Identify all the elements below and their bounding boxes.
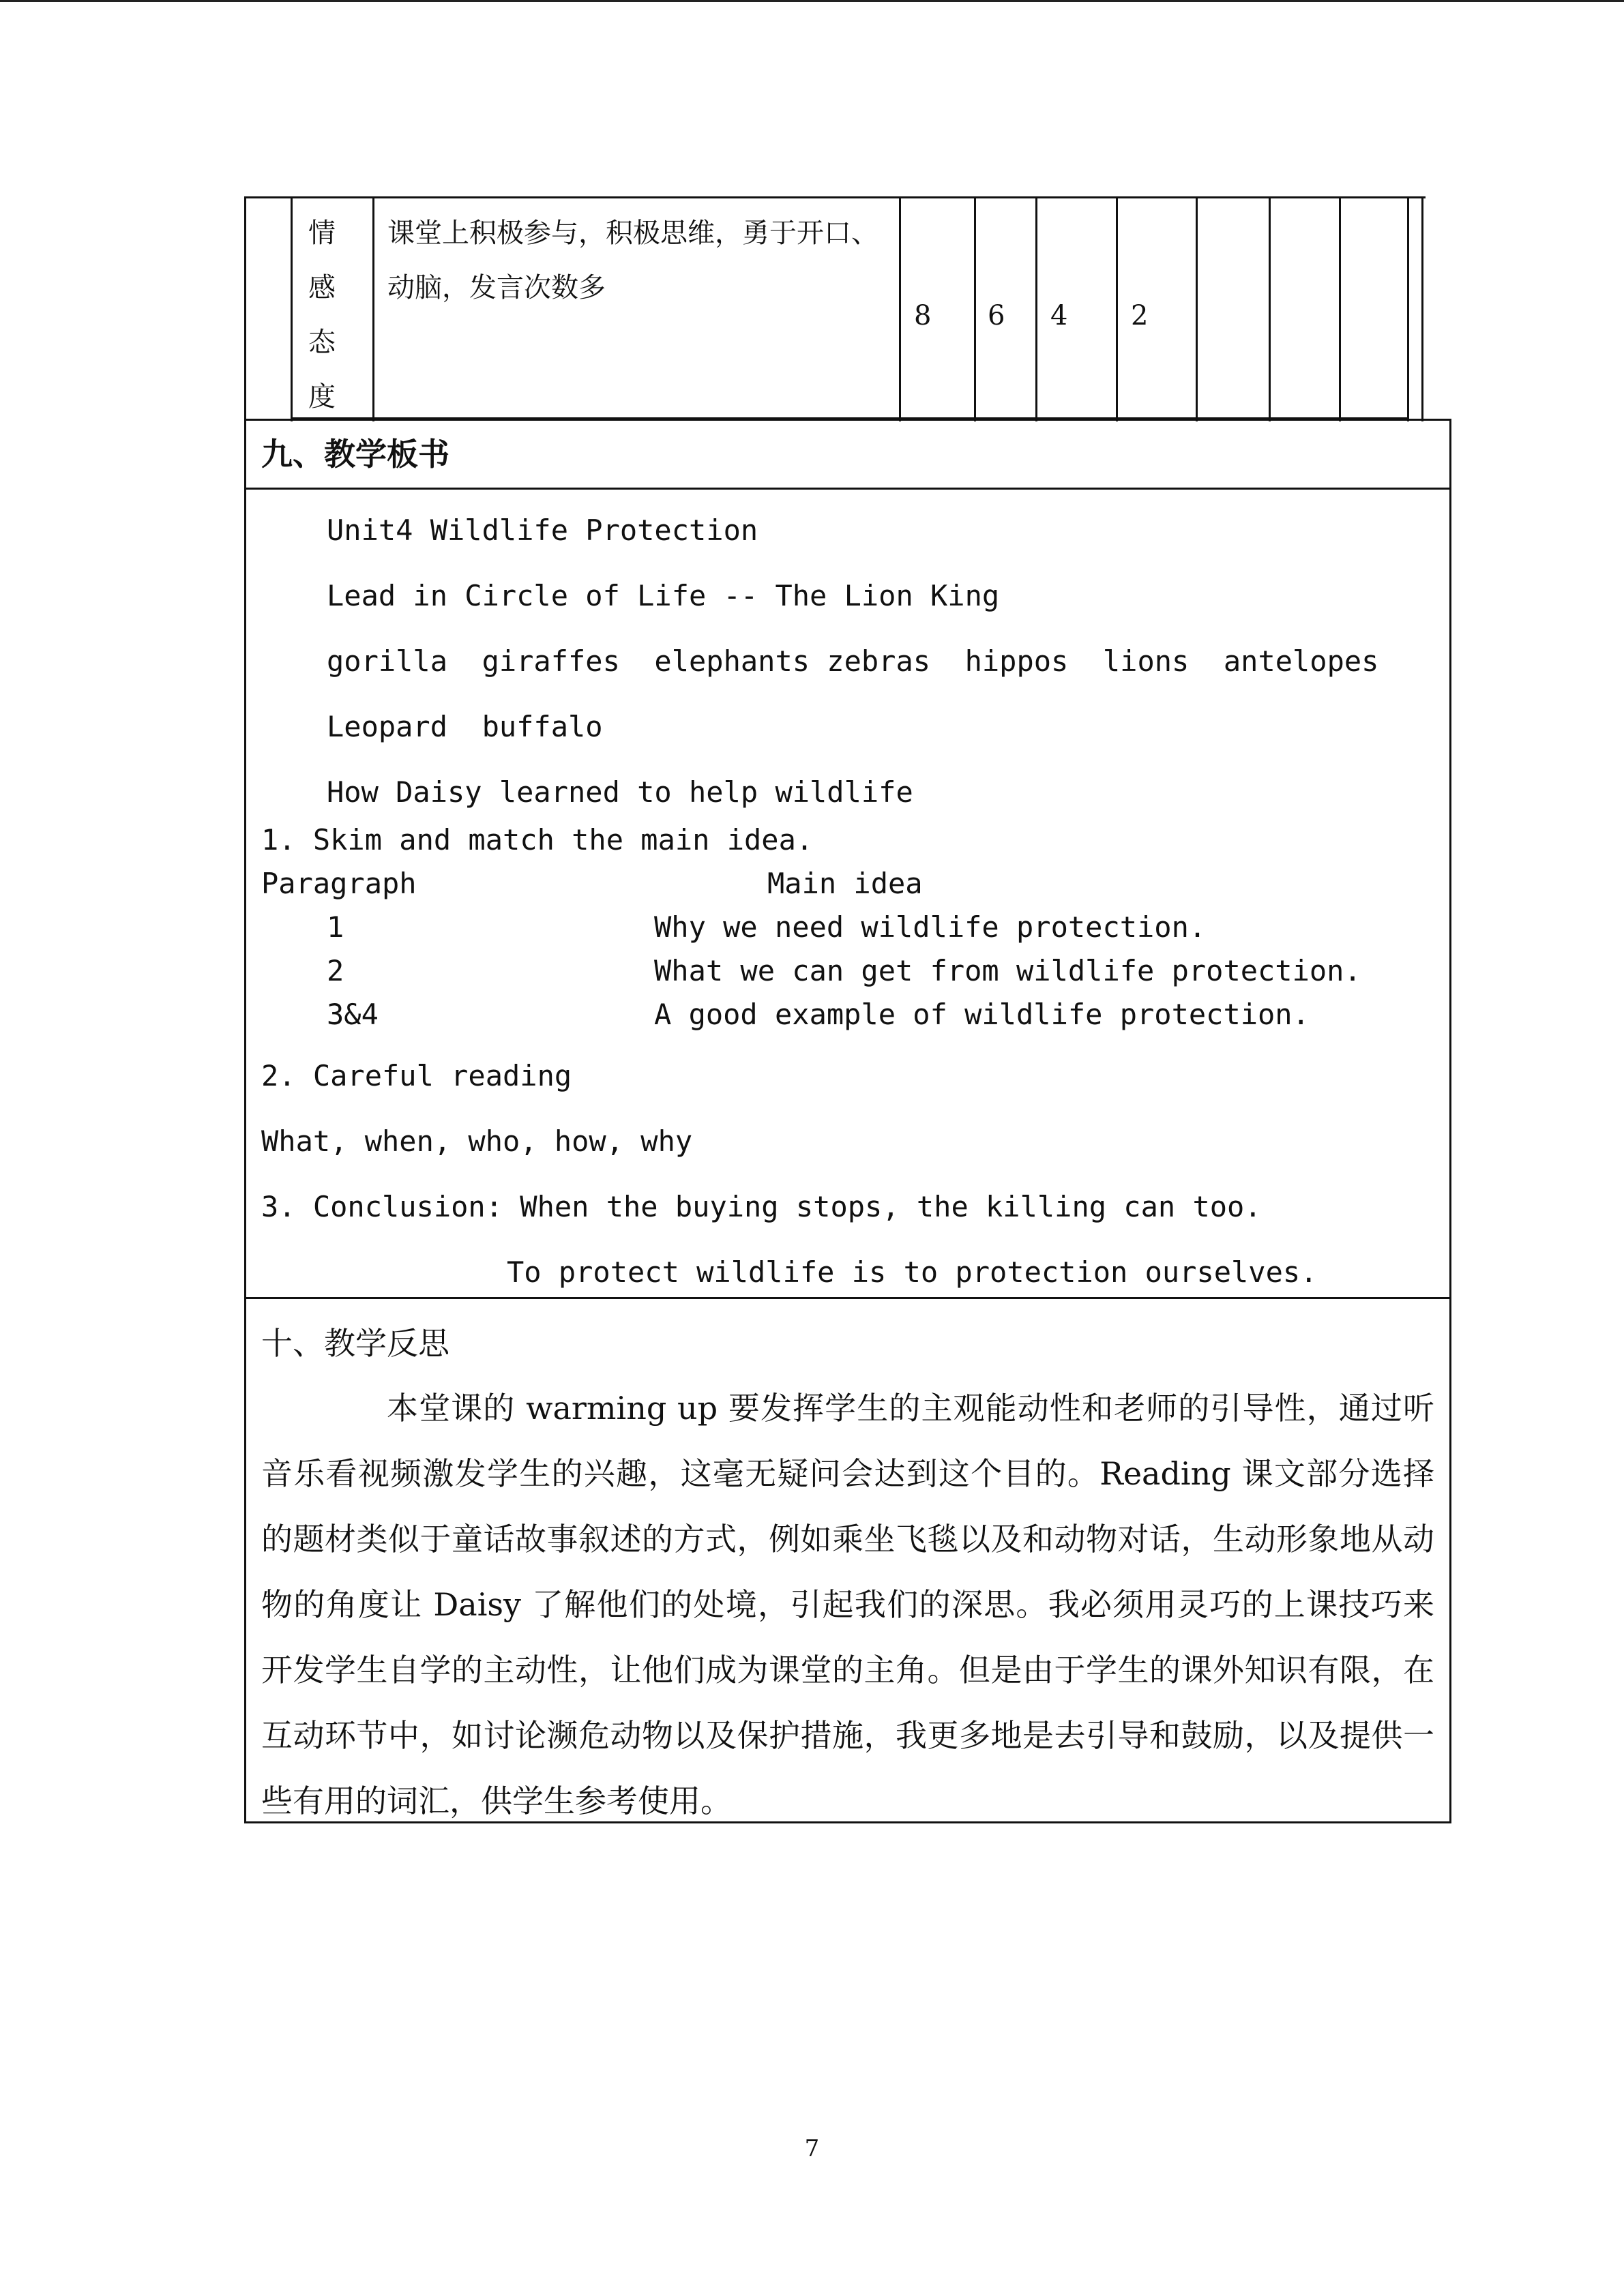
table-col-line <box>1116 196 1118 421</box>
table-col-line <box>1407 196 1409 421</box>
table-col-line <box>1035 196 1037 421</box>
board-line: gorilla giraffes elephants zebras hippos lions antelopes <box>327 644 1379 678</box>
board-line: Unit4 Wildlife Protection <box>327 513 758 547</box>
table-top-border <box>244 196 1426 198</box>
category-char: 度 <box>308 381 336 413</box>
score-cell: 4 <box>1050 300 1068 331</box>
section10-title: 十、教学反思 <box>261 1325 449 1362</box>
conclusion-line: 3. Conclusion: When the buying stops, the killing can too. <box>261 1190 1262 1223</box>
criterion-text: 课堂上积极参与，积极思维，勇于开口、动脑，发言次数多 <box>387 218 879 303</box>
reflection-paragraph: 本堂课的 warming up 要发挥学生的主观能动性和老师的引导性，通过听音乐看视频激发学生的兴趣，这毫无疑问会达到这个目的。Reading 课文部分选择的题材类似于童话故事叙述的方式，例如乘坐飞毯以及和动物对话，生动形象地从动物的角度让 Daisy 了解他们的处境，引起我们的深思。我必须用灵巧的上课技巧来开发学生自学的主动性，让他们成为课堂的主角。但是由于学生的课外知识有限，在互动环节中，如讨论濒危动物以及保护措施，我更多地是去引导和鼓励，以及提供一些有用的词汇，供学生参考使用。 <box>261 1390 1434 1819</box>
careful-reading-heading: 2. Careful reading <box>261 1059 572 1092</box>
category-char: 感 <box>308 272 336 303</box>
match-row-para: 2 <box>327 954 344 987</box>
conclusion-line-2: To protect wildlife is to protection ourselves. <box>507 1255 1318 1289</box>
table-col-line <box>372 196 374 421</box>
table-col-line <box>1421 196 1423 421</box>
board-line: Lead in Circle of Life -- The Lion King <box>327 579 1000 612</box>
match-header-paragraph: Paragraph <box>261 867 417 900</box>
table-col-line <box>1339 196 1341 421</box>
match-row-idea: Why we need wildlife protection. <box>654 910 1207 944</box>
section10-reflection <box>244 1297 1451 1823</box>
category-char: 态 <box>308 327 336 358</box>
table-col-line <box>974 196 976 421</box>
match-row-para: 3&4 <box>327 998 379 1031</box>
section9-header <box>244 419 1451 490</box>
match-header-main-idea: Main idea <box>767 867 923 900</box>
table-col-line <box>899 196 901 421</box>
score-cell: 8 <box>914 300 932 331</box>
board-line: Leopard buffalo <box>327 710 603 743</box>
section9-board-content <box>244 488 1451 1299</box>
table-col-line <box>1196 196 1198 421</box>
page-number: 7 <box>804 2135 820 2162</box>
match-row-idea: What we can get from wildlife protection. <box>654 954 1361 987</box>
board-line: How Daisy learned to help wildlife <box>327 775 913 809</box>
category-char: 情 <box>308 218 336 249</box>
page-top-rule <box>0 0 1624 2</box>
table-col-line <box>244 196 246 421</box>
board-line: 1. Skim and match the main idea. <box>261 823 814 856</box>
score-cell: 6 <box>988 300 1005 331</box>
match-row-idea: A good example of wildlife protection. <box>654 998 1310 1031</box>
table-col-line <box>1269 196 1271 421</box>
match-row-para: 1 <box>327 910 344 944</box>
score-cell: 2 <box>1131 300 1149 331</box>
question-words: What, when, who, how, why <box>261 1124 693 1158</box>
section9-title: 九、教学板书 <box>261 436 449 473</box>
table-col-line <box>291 196 293 421</box>
